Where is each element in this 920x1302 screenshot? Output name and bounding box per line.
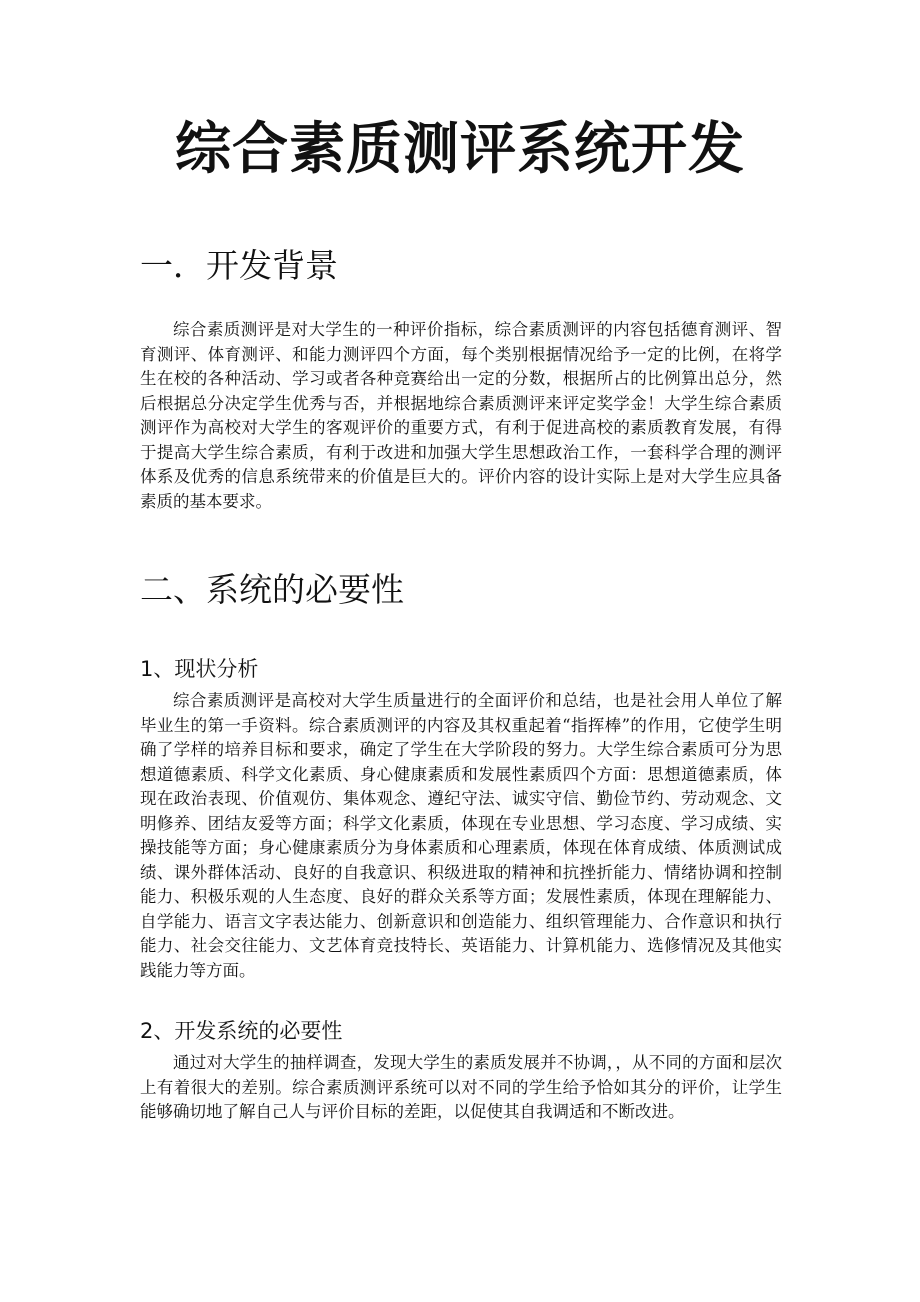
section-heading-necessity: 二、系统的必要性	[140, 570, 404, 609]
paragraph-background: 综合素质测评是对大学生的一种评价指标，综合素质测评的内容包括德育测评、智育测评、体育测评、和能力测评四个方面，每个类别根据情况给予一定的比例，在将学生在校的各种活动、学习或者各种竞赛给出一定的分数，根据所占的比例算出总分，然后根据总分决定学生优秀与否，并根据地综合素质测评来评定奖学金！大学生综合素质测评作为高校对大学生的客观评价的重要方式，有利于促进高校的素质教育发展，有得于提高大学生综合素质，有利于改进和加强大学生思想政治工作，一套科学合理的测评体系及优秀的信息系统带来的价值是巨大的。评价内容的设计实际上是对大学生应具备素质的基本要求。	[140, 320, 782, 511]
section-heading-background: 一．开发背景	[140, 246, 338, 285]
paragraph-development-necessity: 通过对大学生的抽样调查，发现大学生的素质发展并不协调，，从不同的方面和层次上有着很大的差别。综合素质测评系统可以对不同的学生给予恰如其分的评价，让学生能够确切地了解自己人与评价目标的差距，以促使其自我调适和不断改进。	[140, 1053, 782, 1121]
subsection-heading-development-necessity: 2、开发系统的必要性	[140, 1019, 343, 1043]
subsection-heading-status-analysis: 1、现状分析	[140, 657, 259, 681]
paragraph-status-analysis: 综合素质测评是高校对大学生质量进行的全面评价和总结，也是社会用人单位了解毕业生的第一手资料。综合素质测评的内容及其权重起着“指挥棒”的作用，它使学生明确了学样的培养目标和要求，确定了学生在大学阶段的努力。大学生综合素质可分为思想道德素质、科学文化素质、身心健康素质和发展性素质四个方面：思想道德素质，体现在政治表现、价值观仿、集体观念、遵纪守法、诚实守信、勤俭节约、劳动观念、文明修养、团结友爱等方面；科学文化素质，体现在专业思想、学习态度、学习成绩、实操技能等方面；身心健康素质分为身体素质和心理素质，体现在体育成绩、体质测试成绩、课外群体活动、良好的自我意识、积级进取的精神和抗挫折能力、情绪协调和控制能力、积极乐观的人生态度、良好的群众关系等方面；发展性素质，体现在理解能力、自学能力、语言文字表达能力、创新意识和创造能力、组织管理能力、合作意识和执行能力、社会交往能力、文艺体育竞技特长、英语能力、计算机能力、选修情况及其他实践能力等方面。	[140, 691, 782, 980]
document-title: 综合素质测评系统开发	[175, 117, 745, 182]
